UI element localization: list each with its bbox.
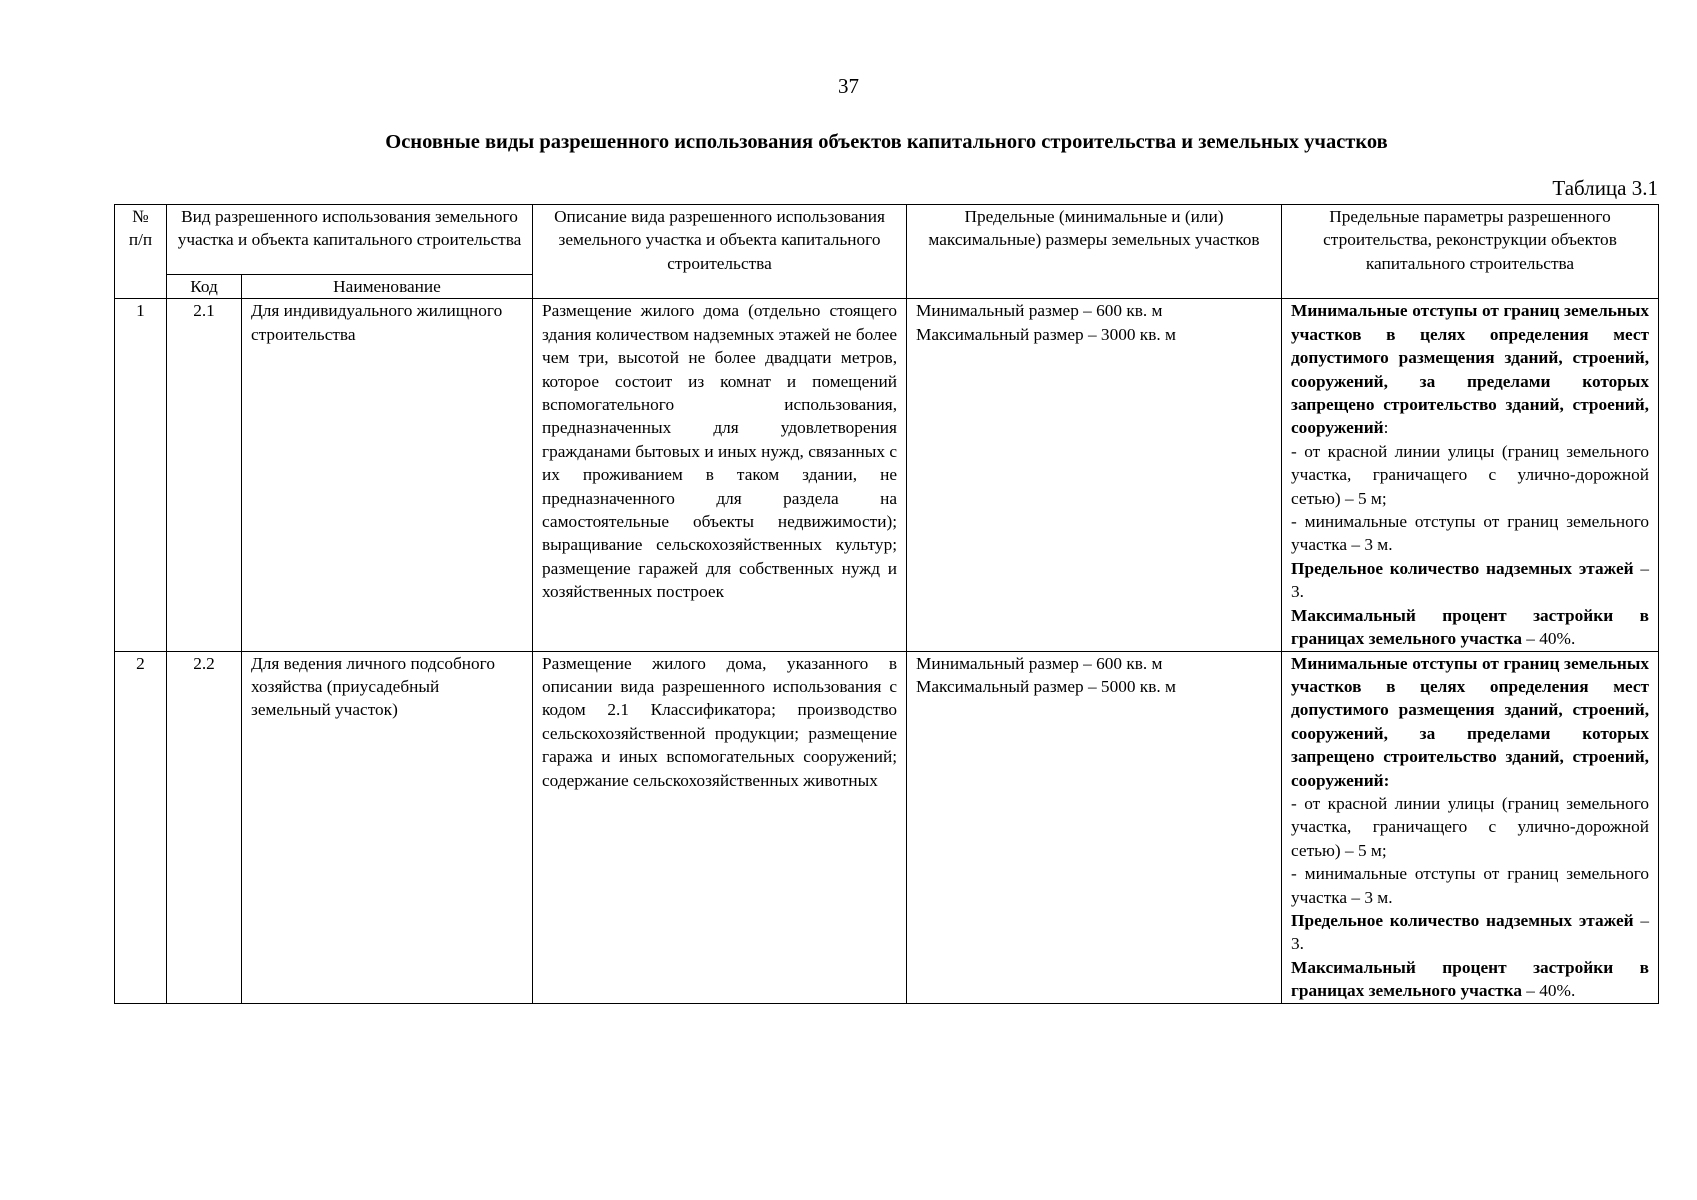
coverage-limit [1291,956,1649,1003]
header-name: Наименование [242,275,533,299]
permitted-use-table [114,204,1659,1004]
header-num: № п/п [115,205,167,299]
setback-title: Минимальные отступы от границ земельных участков в целях определения мест допустимого размещения зданий, строений, сооружений, за пределами которых запрещено строительство зданий, строений, сооружений [1291,301,1650,438]
floors-limit [1291,557,1649,604]
table-row [115,299,1659,651]
row-description: Размещение жилого дома (отдельно стоящего здания количеством надземных этажей не более чем три, высотой не более двадцати метров, которое состоит из комнат и помещений вспомогательного использования, предназначенных для удовлетворения гражданами бытовых и иных нужд, связанных с их проживанием в таком здании, не предназначенного для раздела на самостоятельные объекты недвижимости); выращивание сельскохозяйственных культур; размещение гаражей для собственных нужд и хозяйственных построек [533,299,907,651]
header-type-group: Вид разрешенного использования земельного участка и объекта капитального строительства [167,205,533,275]
floors-value: – 3. [1291,910,1650,954]
coverage-value: – 40%. [1521,981,1576,1001]
coverage-limit [1291,604,1649,651]
setback-paragraph [1291,299,1649,439]
row-num: 2 [115,651,167,1003]
row-params [1282,651,1659,1003]
header-description: Описание вида разрешенного использования земельного участка и объекта капитального строительства [533,205,907,299]
header-code: Код [167,275,242,299]
setback-paragraph [1291,652,1649,792]
floors-label: Предельное количество надземных этажей [1291,558,1634,578]
table-label: Таблица 3.1 [1552,176,1658,200]
floors-value: – 3. [1291,558,1650,602]
document-title: Основные виды разрешенного использования объектов капитального строительства и земельных участков [385,131,1388,153]
coverage-label: Максимальный процент застройки в границах земельного участка [1291,957,1650,1001]
coverage-value: – 40%. [1521,629,1576,649]
min-setback: - минимальные отступы от границ земельного участка – 3 м. [1291,512,1650,555]
row-name: Для ведения личного подсобного хозяйства (приусадебный земельный участок) [242,651,533,1003]
floors-label: Предельное количество надземных этажей [1291,910,1634,930]
setback-suffix: : [1383,418,1389,438]
size-max: Максимальный размер – 3000 кв. м [916,324,1176,344]
header-params: Предельные параметры разрешенного строительства, реконструкции объектов капитального строительства [1282,205,1659,299]
table-row [115,651,1659,1003]
row-code: 2.2 [167,651,242,1003]
row-num: 1 [115,299,167,651]
red-line-setback: - от красной линии улицы (границ земельного участка, граничащего с улично-дорожной сетью) – 5 м; [1291,793,1650,860]
row-params [1282,299,1659,651]
red-line-setback: - от красной линии улицы (границ земельного участка, граничащего с улично-дорожной сетью) – 5 м; [1291,441,1650,508]
row-sizes [907,299,1282,651]
coverage-label: Максимальный процент застройки в границах земельного участка [1291,605,1650,649]
page-number: 37 [838,74,859,98]
row-name: Для индивидуального жилищного строительства [242,299,533,651]
row-sizes [907,651,1282,1003]
row-description: Размещение жилого дома, указанного в описании вида разрешенного использования с кодом 2.1 Классификатора; производство сельскохозяйственной продукции; размещение гаража и иных вспомогательных сооружений; содержание сельскохозяйственных животных [533,651,907,1003]
size-max: Максимальный размер – 5000 кв. м [916,676,1176,696]
floors-limit [1291,909,1649,956]
min-setback: - минимальные отступы от границ земельного участка – 3 м. [1291,864,1650,907]
header-sizes: Предельные (минимальные и (или) максимальные) размеры земельных участков [907,205,1282,299]
row-code: 2.1 [167,299,242,651]
setback-title: Минимальные отступы от границ земельных участков в целях определения мест допустимого размещения зданий, строений, сооружений, за пределами которых запрещено строительство зданий, строений, сооружений: [1291,653,1650,790]
table-header-row [115,205,1659,275]
size-min: Минимальный размер – 600 кв. м [916,301,1163,321]
size-min: Минимальный размер – 600 кв. м [916,653,1163,673]
